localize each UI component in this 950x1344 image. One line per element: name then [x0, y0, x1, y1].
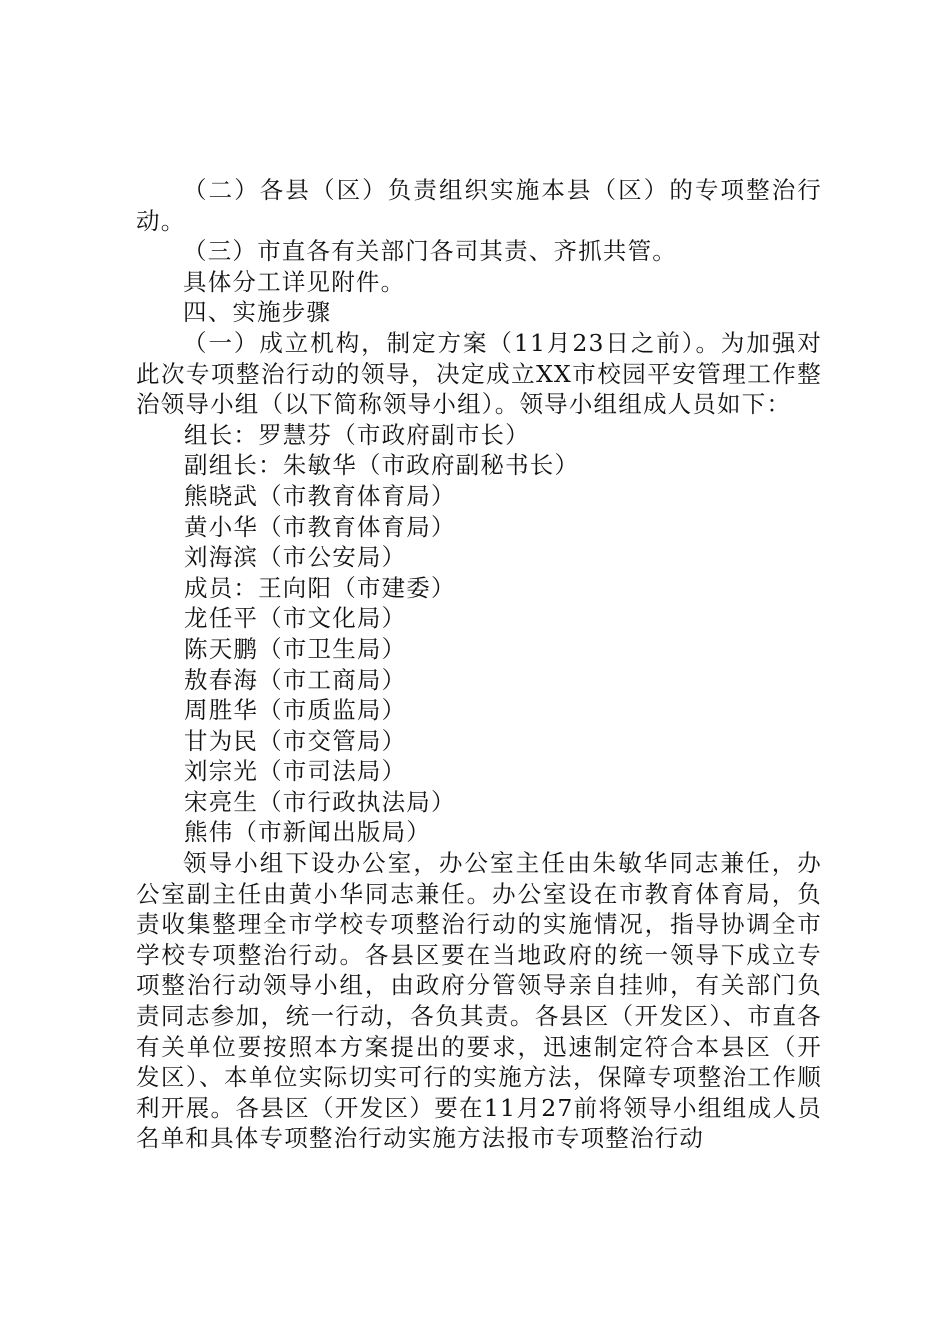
paragraph-step1: （一）成立机构，制定方案（11月23日之前）。为加强对此次专项整治行动的领导，决定成立XX市校园平安管理工作整治领导小组（以下简称领导小组）。领导小组组成人员如下： [136, 328, 822, 419]
section-heading-4: 四、实施步骤 [183, 298, 332, 327]
member-line: 宋亮生（市行政执法局） [184, 787, 456, 816]
member-line: 陈天鹏（市卫生局） [184, 634, 407, 663]
member-line: 甘为民（市交管局） [184, 726, 407, 755]
member-line: 刘宗光（市司法局） [184, 757, 407, 786]
document-body [136, 175, 822, 1154]
member-line: 刘海滨（市公安局） [184, 543, 407, 572]
paragraph-office: 领导小组下设办公室，办公室主任由朱敏华同志兼任，办公室副主任由黄小华同志兼任。办公室设在市教育体育局，负责收集整理全市学校专项整治行动的实施情况，指导协调全市学校专项整治行动。各县区要在当地政府的统一领导下成立专项整治行动领导小组，由政府分管领导亲自挂帅，有关部门负责同志参加，统一行动，各负其责。各县区（开发区）、市直各有关单位要按照本方案提出的要求，迅速制定符合本县区（开发区）、本单位实际切实可行的实施方法，保障专项整治工作顺利开展。各县区（开发区）要在11月27前将领导小组组成人员名单和具体专项整治行动实施方法报市专项整治行动 [136, 849, 822, 1153]
member-line: 黄小华（市教育体育局） [184, 512, 456, 541]
member-line: 熊晓武（市教育体育局） [184, 481, 456, 510]
member-line: 组长：罗慧芬（市政府副市长） [184, 420, 530, 449]
member-line: 副组长：朱敏华（市政府副秘书长） [184, 451, 580, 480]
member-line: 龙任平（市文化局） [184, 604, 407, 633]
paragraph-section2-item2: （二）各县（区）负责组织实施本县（区）的专项整治行动。 [136, 176, 822, 235]
paragraph-detail-note: 具体分工详见附件。 [183, 267, 406, 296]
paragraph-section2-item3: （三）市直各有关部门各司其责、齐抓共管。 [183, 237, 677, 266]
member-line: 熊伟（市新闻出版局） [184, 818, 431, 847]
member-line: 周胜华（市质监局） [184, 696, 407, 725]
member-line: 敖春海（市工商局） [184, 665, 407, 694]
member-line: 成员：王向阳（市建委） [184, 573, 456, 602]
